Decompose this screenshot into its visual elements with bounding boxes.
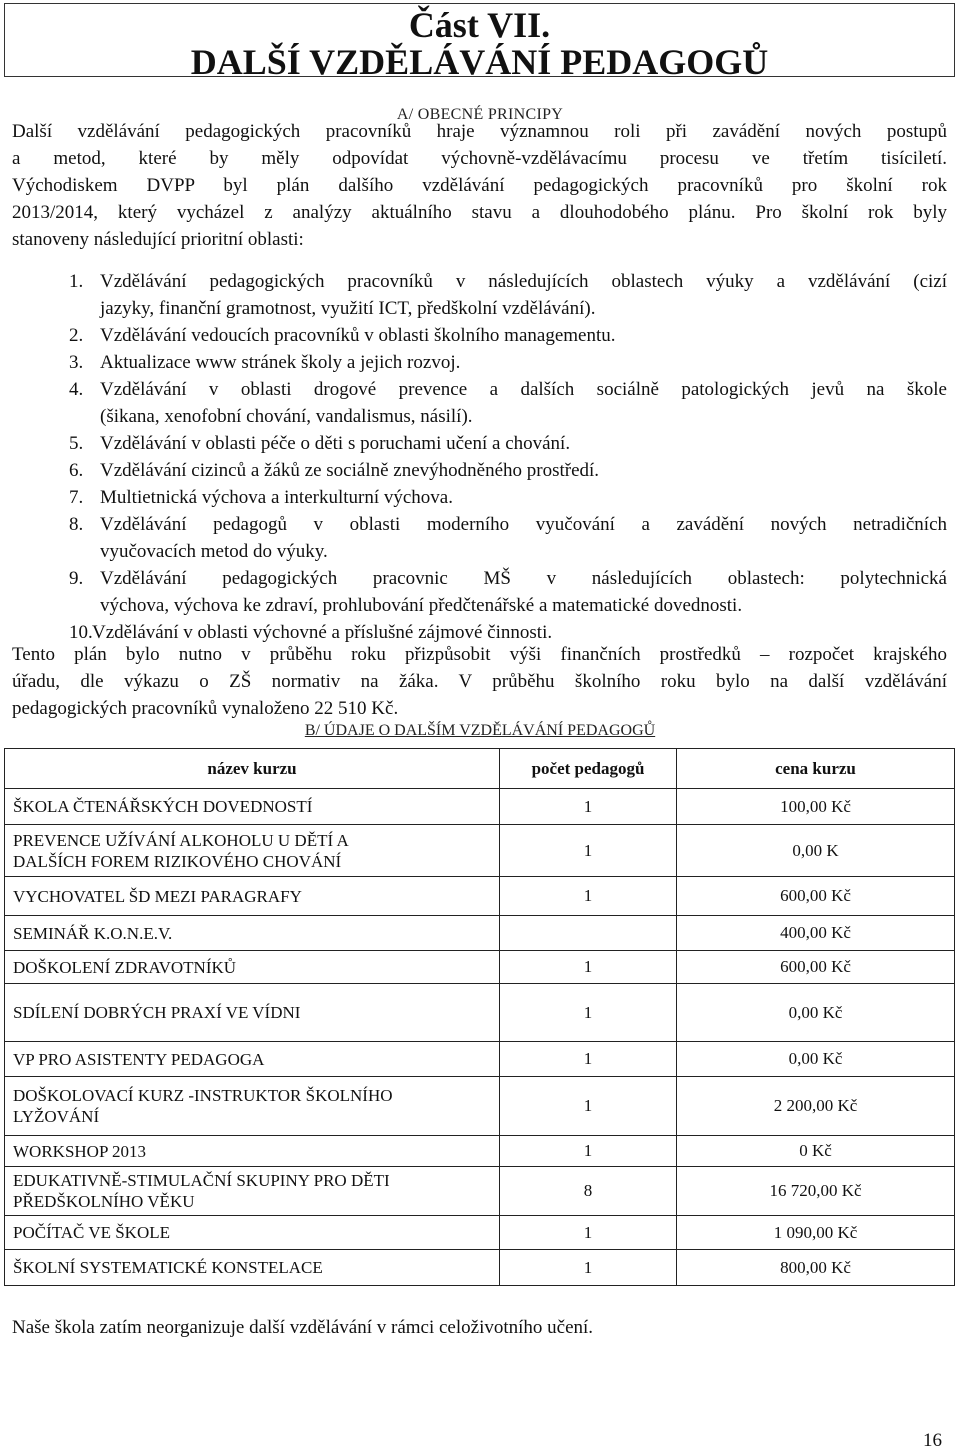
- priority-text: Vzdělávání pedagogických pracovníků v následujících oblastech výuky a vzdělávání (cizí: [100, 271, 947, 292]
- table-row: [5, 916, 955, 951]
- intro-line: 2013/2014, který vycházel z analýzy aktuálního stavu a dlouhodobého plánu. Pro školní rok byly: [12, 202, 947, 223]
- course-name-line: ŠKOLA ČTENÁŘSKÝCH DOVEDNOSTÍ: [13, 797, 313, 816]
- priority-number: 6.: [69, 460, 84, 481]
- course-count: 1: [500, 789, 677, 825]
- course-name: [5, 825, 500, 877]
- course-name-line: DOŠKOLOVACÍ KURZ -INSTRUKTOR ŠKOLNÍHO: [13, 1086, 393, 1105]
- course-count: 1: [500, 1136, 677, 1167]
- course-count: 8: [500, 1167, 677, 1216]
- priority-number: 5.: [69, 433, 84, 454]
- course-name-line: DOŠKOLENÍ ZDRAVOTNÍKŮ: [13, 957, 237, 977]
- course-name-line: SDÍLENÍ DOBRÝCH PRAXÍ VE VÍDNI: [13, 1003, 301, 1022]
- priority-text: Vzdělávání vedoucích pracovníků v oblasti školního managementu.: [100, 325, 616, 346]
- course-name-line: VP PRO ASISTENTY PEDAGOGA: [13, 1049, 265, 1069]
- course-name-line: EDUKATIVNĚ-STIMULAČNÍ SKUPINY PRO DĚTI: [13, 1171, 390, 1190]
- priority-number: 10.: [69, 622, 93, 643]
- priority-item: [12, 268, 947, 322]
- course-price: 0,00 Kč: [677, 1042, 955, 1077]
- course-name-line: SEMINÁŘ K.O.N.E.V.: [13, 923, 173, 943]
- courses-table: [4, 748, 955, 1286]
- page-number: 16: [923, 1430, 942, 1451]
- course-count: 1: [500, 825, 677, 877]
- course-price: 600,00 Kč: [677, 951, 955, 984]
- course-name-line: LYŽOVÁNÍ: [13, 1107, 100, 1126]
- priority-item: [12, 322, 947, 349]
- course-price: 16 720,00 Kč: [677, 1167, 955, 1216]
- course-price: 0 Kč: [677, 1136, 955, 1167]
- priority-text: Multietnická výchova a interkulturní výchova.: [100, 487, 453, 508]
- table-row: [5, 951, 955, 984]
- priority-number: 4.: [69, 379, 84, 400]
- priority-number: 7.: [69, 487, 84, 508]
- course-name: [5, 1250, 500, 1286]
- chapter-title: DALŠÍ VZDĚLÁVÁNÍ PEDAGOGŮ: [190, 42, 769, 82]
- course-price: 600,00 Kč: [677, 877, 955, 916]
- priority-text: Vzdělávání v oblasti drogové prevence a dalších sociálně patologických jevů na škole: [100, 379, 947, 400]
- course-name: [5, 1216, 500, 1250]
- course-name-line: DALŠÍCH FOREM RIZIKOVÉHO CHOVÁNÍ: [13, 851, 342, 871]
- course-price: 1 090,00 Kč: [677, 1216, 955, 1250]
- priority-item: [12, 565, 947, 619]
- course-name: [5, 916, 500, 951]
- table-row: [5, 984, 955, 1042]
- table-row: [5, 1042, 955, 1077]
- course-name-line: WORKSHOP 2013: [13, 1141, 147, 1161]
- priority-text: Vzdělávání pedagogických pracovnic MŠ v následujících oblastech: polytechnická: [100, 568, 947, 589]
- priority-number: 2.: [69, 325, 84, 346]
- priority-item: [12, 349, 947, 376]
- course-count: [500, 916, 677, 951]
- course-price: 2 200,00 Kč: [677, 1077, 955, 1136]
- intro-line: Další vzdělávání pedagogických pracovníků hraje významnou roli při zavádění nových postupů: [12, 121, 947, 142]
- course-name: [5, 1077, 500, 1136]
- course-name-line: POČÍTAČ VE ŠKOLE: [13, 1223, 171, 1242]
- priority-text: Vzdělávání pedagogů v oblasti moderního vyučování a zavádění nových netradičních: [100, 514, 947, 535]
- chapter-number: Část VII.: [408, 5, 551, 45]
- course-name: [5, 1042, 500, 1077]
- table-row: [5, 877, 955, 916]
- course-count: 1: [500, 1042, 677, 1077]
- priority-item: [12, 511, 947, 565]
- course-count: 1: [500, 877, 677, 916]
- course-name: [5, 789, 500, 825]
- priority-item: [12, 484, 947, 511]
- table-row: [5, 1250, 955, 1286]
- budget-line: pedagogických pracovníků vynaloženo 22 510 Kč.: [12, 698, 399, 719]
- table-row: [5, 789, 955, 825]
- table-row: [5, 1136, 955, 1167]
- course-name: [5, 877, 500, 916]
- priority-list: [12, 268, 947, 646]
- table-row: [5, 825, 955, 877]
- intro-line: stanoveny následující prioritní oblasti:: [12, 229, 304, 250]
- table-row: [5, 1077, 955, 1136]
- priority-number: 8.: [69, 514, 84, 535]
- priority-text: Vzdělávání cizinců a žáků ze sociálně znevýhodněného prostředí.: [100, 460, 600, 481]
- course-price: 0,00 K: [677, 825, 955, 877]
- priority-text: Aktualizace www stránek školy a jejich rozvoj.: [100, 352, 461, 373]
- intro-paragraph: [12, 118, 947, 253]
- priority-number: 3.: [69, 352, 84, 373]
- course-name: [5, 1136, 500, 1167]
- course-count: 1: [500, 1077, 677, 1136]
- priority-text: Vzdělávání v oblasti výchovné a příslušné zájmové činnosti.: [92, 622, 553, 643]
- course-count: 1: [500, 984, 677, 1042]
- course-name: [5, 1167, 500, 1216]
- table-row: [5, 1167, 955, 1216]
- course-price: 0,00 Kč: [677, 984, 955, 1042]
- intro-line: Východiskem DVPP byl plán dalšího vzdělávání pedagogických pracovníků pro školní rok: [12, 175, 947, 196]
- priority-number: 9.: [69, 568, 84, 589]
- header-course-name: název kurzu: [5, 749, 500, 789]
- table-header-row: [5, 749, 955, 789]
- table-row: [5, 1216, 955, 1250]
- intro-line: a metod, které by měly odpovídat výchovně-vzdělávacímu procesu ve třetím tisíciletí.: [12, 148, 947, 169]
- priority-item: [12, 430, 947, 457]
- priority-text: vyučovacích metod do výuky.: [100, 541, 328, 562]
- priority-text: jazyky, finanční gramotnost, využití ICT, předškolní vzdělávání).: [100, 298, 596, 319]
- course-count: 1: [500, 1216, 677, 1250]
- chapter-title-box: [4, 3, 955, 82]
- section-a-heading: A/ OBECNÉ PRINCIPY: [396, 106, 564, 123]
- course-name: [5, 984, 500, 1042]
- course-name-line: PŘEDŠKOLNÍHO VĚKU: [13, 1192, 195, 1211]
- priority-text: (šikana, xenofobní chování, vandalismus, násilí).: [100, 406, 473, 427]
- header-course-price: cena kurzu: [677, 749, 955, 789]
- priority-item: [12, 376, 947, 430]
- section-b-heading: B/ ÚDAJE O DALŠÍM VZDĚLÁVÁNÍ PEDAGOGŮ: [304, 722, 656, 739]
- priority-text: Vzdělávání v oblasti péče o děti s poruchami učení a chování.: [100, 433, 571, 454]
- budget-line: úřadu, dle výkazu o ZŠ normativ na žáka. V průběhu školního roku bylo na další vzdělávání: [12, 671, 947, 692]
- course-name-line: VYCHOVATEL ŠD MEZI PARAGRAFY: [13, 886, 302, 906]
- priority-text: výchova, výchova ke zdraví, prohlubování předčtenářské a matematické dovednosti.: [100, 595, 743, 616]
- course-price: 400,00 Kč: [677, 916, 955, 951]
- course-price: 800,00 Kč: [677, 1250, 955, 1286]
- budget-line: Tento plán bylo nutno v průběhu roku přizpůsobit výši finančních prostředků – rozpočet krajského: [12, 644, 947, 665]
- course-name: [5, 951, 500, 984]
- course-name-line: PREVENCE UŽÍVÁNÍ ALKOHOLU U DĚTÍ A: [13, 830, 349, 850]
- course-count: 1: [500, 951, 677, 984]
- priority-item: [12, 457, 947, 484]
- priority-number: 1.: [69, 271, 84, 292]
- course-name-line: ŠKOLNÍ SYSTEMATICKÉ KONSTELACE: [13, 1258, 323, 1277]
- course-count: 1: [500, 1250, 677, 1286]
- header-teacher-count: počet pedagogů: [500, 749, 677, 789]
- budget-paragraph: [12, 641, 947, 722]
- closing-statement: Naše škola zatím neorganizuje další vzdělávání v rámci celoživotního učení.: [12, 1317, 594, 1338]
- course-price: 100,00 Kč: [677, 789, 955, 825]
